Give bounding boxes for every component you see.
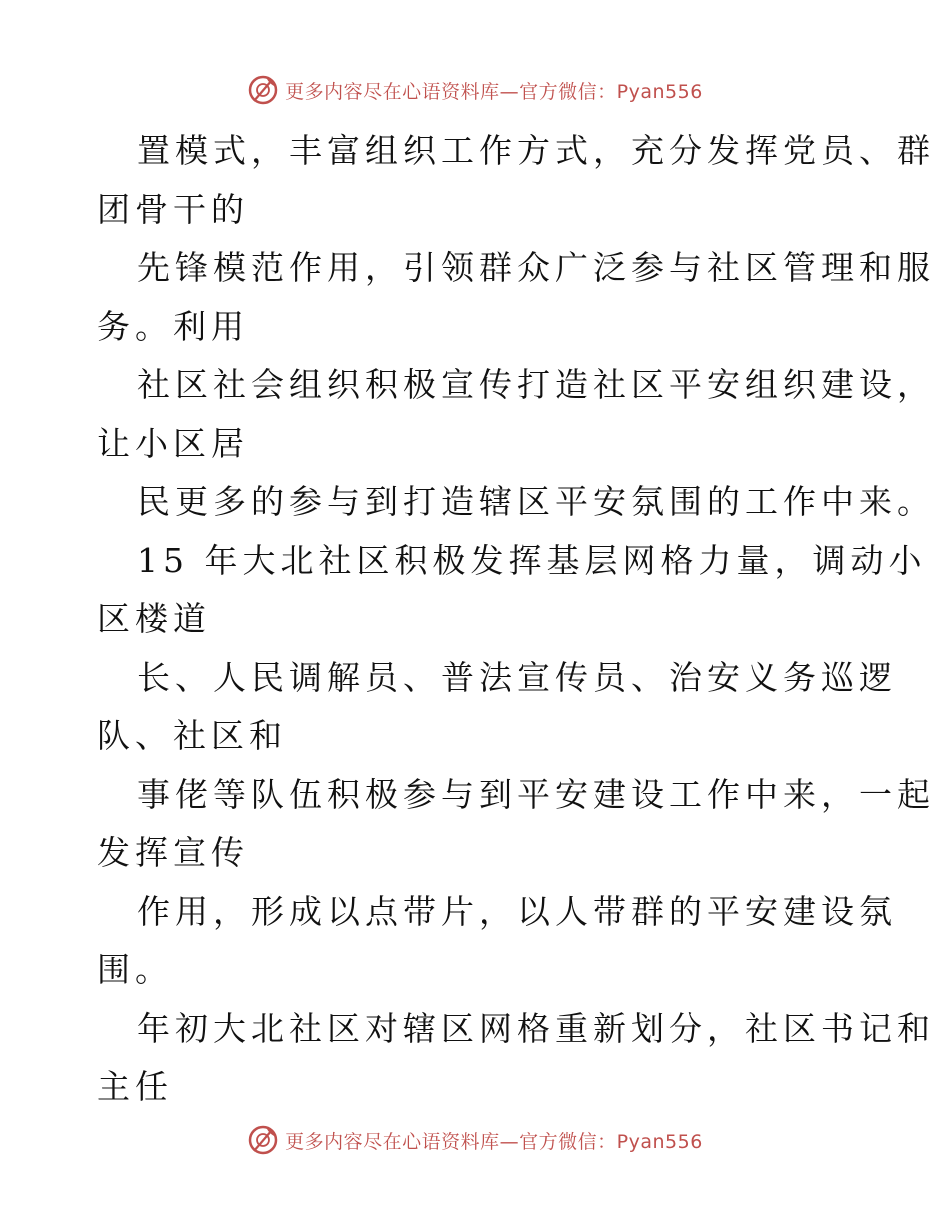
text-line: 围。	[97, 950, 173, 989]
text-line: 让小区居	[97, 423, 249, 463]
header-watermark	[0, 70, 950, 110]
text-line: 作用，形成以点带片，以人带群的平安建设氛	[137, 891, 897, 931]
text-line: 发挥宣传	[97, 833, 249, 872]
document-body	[97, 122, 935, 1117]
text-line: 社区社会组织积极宣传打造社区平安组织建设，	[137, 365, 935, 404]
text-line: 长、人民调解员、普法宣传员、治安义务巡逻	[137, 657, 897, 697]
watermark-text: 更多内容尽在心语资料库—官方微信：Pyan556	[285, 1130, 703, 1153]
text-line: 团骨干的	[97, 189, 249, 229]
text-line: 置模式，丰富组织工作方式，充分发挥党员、群	[137, 131, 935, 170]
quill-seal-logo-icon	[247, 1124, 279, 1156]
text-line: 先锋模范作用，引领群众广泛参与社区管理和服	[137, 248, 935, 287]
quill-seal-logo-icon	[247, 74, 279, 106]
text-line: 15 年大北社区积极发挥基层网格力量，调动小	[137, 540, 927, 580]
text-line: 年初大北社区对辖区网格重新划分，社区书记和	[137, 1008, 935, 1048]
text-line: 务。利用	[97, 306, 249, 346]
text-line: 队、社区和	[97, 716, 287, 755]
text-line: 区楼道	[97, 599, 211, 638]
footer-watermark	[0, 1120, 950, 1160]
watermark-text: 更多内容尽在心语资料库—官方微信：Pyan556	[285, 80, 703, 103]
text-line: 主任	[97, 1067, 173, 1106]
text-line: 事佬等队伍积极参与到平安建设工作中来，一起	[137, 774, 935, 814]
text-line: 民更多的参与到打造辖区平安氛围的工作中来。	[137, 482, 935, 521]
